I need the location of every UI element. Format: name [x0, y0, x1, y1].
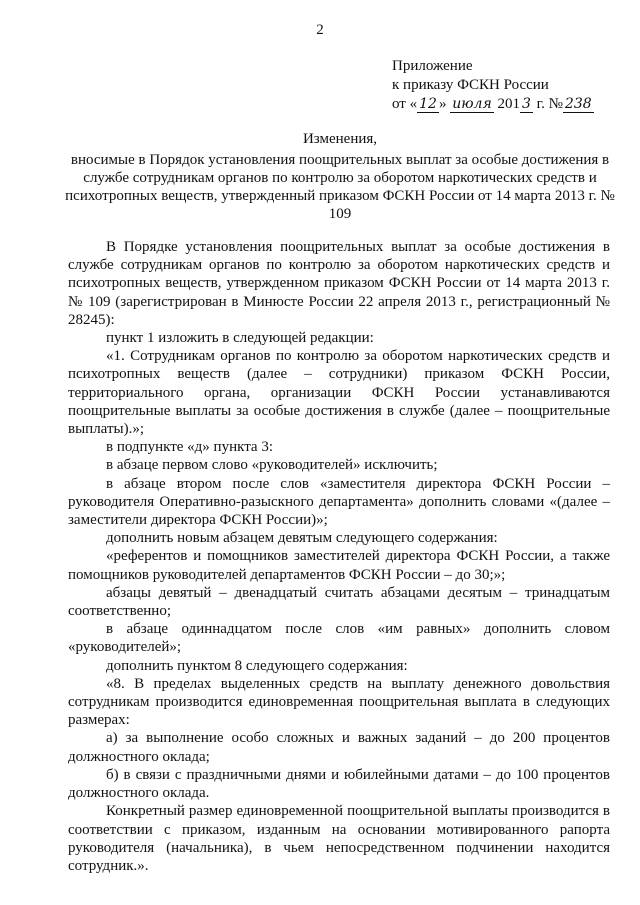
document-title: Изменения,: [302, 131, 378, 147]
appendix-header: [392, 57, 594, 114]
appendix-order-ref: к приказу ФСКН России: [392, 77, 549, 93]
document-title-block: [60, 130, 620, 223]
document-subtitle: вносимые в Порядок установления поощрительных выплат за особые достижения в службе сотрудникам органов по контролю за оборотом наркотических средств и психотропных веществ, утвержденный приказом ФСКН России от 14 марта 2013 г. № 109: [65, 152, 615, 222]
paragraph: дополнить пунктом 8 следующего содержания:: [106, 657, 408, 674]
page-number: 2: [316, 22, 324, 38]
paragraph: В Порядке установления поощрительных выплат за особые достижения в службе сотрудникам органов по контролю за оборотом наркотических средств и психотропных веществ, утвержденном приказом ФСКН России от 14 марта 2013 г. № 109 (зарегистрирован в Минюсте России 22 апреля 2013 г., регистрационный № 28245):: [68, 239, 610, 328]
paragraph: в абзаце первом слово «руководителей» исключить;: [106, 457, 438, 474]
handwritten-day: 12: [419, 96, 437, 112]
handwritten-month: июля: [452, 96, 492, 112]
appendix-label: Приложение: [392, 58, 473, 74]
appendix-date-line: [392, 95, 594, 114]
paragraph: б) в связи с праздничными днями и юбилейными датами – до 100 процентов должностного оклада.: [68, 766, 610, 802]
handwritten-year-digit: 3: [521, 96, 531, 112]
paragraph: а) за выполнение особо сложных и важных заданий – до 200 процентов должностного оклада;: [68, 730, 610, 765]
year-prefix: 201: [497, 96, 520, 112]
paragraph: «референтов и помощников заместителей директора ФСКН России, а также помощников руководителей департаментов ФСКН России – до 30;»;: [68, 548, 610, 583]
paragraph: в подпункте «д» пункта 3:: [106, 439, 274, 456]
paragraph: «1. Сотрудникам органов по контролю за оборотом наркотических средств и психотропных веществ (далее – сотрудники) приказом ФСКН России, территориального органа, организации ФСКН России устанавливаются поощрительные выплаты за особые достижения в службе (далее – поощрительные выплаты).»;: [68, 348, 610, 438]
paragraph: абзацы девятый – двенадцатый считать абзацами десятым – тринадцатым соответственно;: [68, 584, 610, 620]
number-label: г. №: [536, 96, 563, 112]
handwritten-order-number: 238: [564, 96, 592, 112]
date-day-suffix: »: [438, 96, 447, 112]
paragraph: Конкретный размер единовременной поощрительной выплаты производится в соответствии с приказом, изданным на основании мотивированного рапорта руководителя (начальника), в чьем непосредственном подчинении находится сотрудник.».: [68, 803, 610, 874]
paragraph: «8. В пределах выделенных средств на выплату денежного довольствия сотрудникам производится единовременная поощрительная выплата в следующих размерах:: [68, 675, 610, 729]
paragraph: дополнить новым абзацем девятым следующего содержания:: [106, 530, 498, 547]
date-prefix: от «: [392, 96, 418, 112]
document-body: [68, 238, 610, 875]
paragraph: пункт 1 изложить в следующей редакции:: [106, 330, 374, 347]
paragraph: в абзаце одиннадцатом после слов «им равных» дополнить словом «руководителей»;: [68, 621, 610, 656]
paragraph: в абзаце втором после слов «заместителя директора ФСКН России – руководителя Оперативно-разыскного департамента» дополнить словами «(далее – заместители директора ФСКН России)»;: [68, 475, 610, 529]
